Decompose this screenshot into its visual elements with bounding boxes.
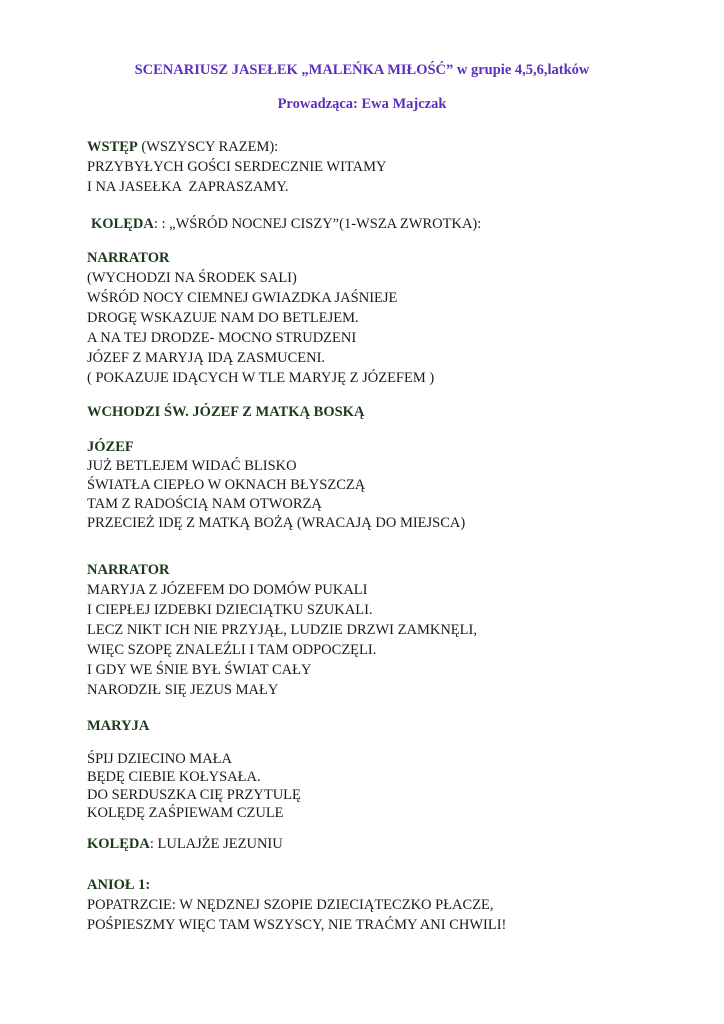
narrator-2-line: MARYJA Z JÓZEFEM DO DOMÓW PUKALI [87,582,368,598]
carol-2-line [87,834,687,854]
maryja-line: KOLĘDĘ ZAŚPIEWAM CZULE [87,805,284,821]
jozef-line: JUŻ BETLEJEM WIDAĆ BLISKO [87,458,297,474]
narrator-1-line: A NA TEJ DRODZE- MOCNO STRUDZENI [87,330,357,346]
maryja-section [87,716,687,736]
narrator-2-label: NARRATOR [87,562,170,578]
intro-line: PRZYBYŁYCH GOŚCI SERDECZNIE WITAMY [87,159,387,175]
narrator-2-line: I CIEPŁEJ IZDEBKI DZIECIĄTKU SZUKALI. [87,602,373,618]
maryja-line: BĘDĘ CIEBIE KOŁYSAŁA. [87,769,261,785]
maryja-lines [87,750,687,822]
narrator-1-line: JÓZEF Z MARYJĄ IDĄ ZASMUCENI. [87,350,326,366]
aniol-1-line: POŚPIESZMY WIĘC TAM WSZYSCY, NIE TRAĆMY ANI CHWILI! [87,917,507,933]
aniol-1-label: ANIOŁ 1: [87,877,151,893]
maryja-line: DO SERDUSZKA CIĘ PRZYTULĘ [87,787,301,803]
jozef-line: ŚWIATŁA CIEPŁO W OKNACH BŁYSZCZĄ [87,477,366,493]
carol-2-label: KOLĘDA [87,836,150,852]
narrator-1-line: DROGĘ WSKAZUJE NAM DO BETLEJEM. [87,310,359,326]
intro-heading-line [87,137,687,157]
narrator-1-section [87,248,687,388]
carol-2-section [87,834,687,854]
narrator-2-line: WIĘC SZOPĘ ZNALEŹLI I TAM ODPOCZĘLI. [87,642,377,658]
document-subtitle: Prowadząca: Ewa Majczak [277,96,447,112]
intro-line: I NA JASEŁKA ZAPRASZAMY. [87,179,289,195]
maryja-line: ŚPIJ DZIECINO MAŁA [87,751,232,767]
narrator-1-line: ( POKAZUJE IDĄCYCH W TLE MARYJĘ Z JÓZEFEM ) [87,370,435,386]
intro-label: WSTĘP [87,139,138,155]
narrator-2-line: LECZ NIKT ICH NIE PRZYJĄŁ, LUDZIE DRZWI ZAMKNĘLI, [87,622,477,638]
carol-1-text: : : „WŚRÓD NOCNEJ CISZY”(1-WSZA ZWROTKA): [153,216,482,232]
carol-1-label: KOLĘDA [91,216,154,232]
carol-1-section [91,214,691,234]
maryja-label: MARYJA [87,718,150,734]
intro-section [87,137,687,197]
jozef-line: PRZECIEŻ IDĘ Z MATKĄ BOŻĄ (WRACAJĄ DO MIEJSCA) [87,515,466,531]
entrance-section [87,402,687,422]
carol-2-text: : LULAJŻE JEZUNIU [149,836,283,852]
intro-label-rest: (WSZYSCY RAZEM): [137,139,279,155]
carol-1-line [91,214,691,234]
aniol-1-line: POPATRZCIE: W NĘDZNEJ SZOPIE DZIECIĄTECZKO PŁACZE, [87,897,494,913]
aniol-1-section [87,875,687,935]
narrator-1-line: (WYCHODZI NA ŚRODEK SALI) [87,270,297,286]
document-title: SCENARIUSZ JASEŁEK „MALEŃKA MIŁOŚĆ” w grupie 4,5,6,latków [134,62,590,78]
jozef-label: JÓZEF [87,439,134,455]
narrator-1-label: NARRATOR [87,250,170,266]
jozef-section [87,437,687,533]
narrator-2-section [87,560,687,700]
narrator-1-line: WŚRÓD NOCY CIEMNEJ GWIAZDKA JAŚNIEJE [87,290,398,306]
narrator-2-line: NARODZIŁ SIĘ JEZUS MAŁY [87,682,279,698]
jozef-line: TAM Z RADOŚCIĄ NAM OTWORZĄ [87,496,322,512]
narrator-2-line: I GDY WE ŚNIE BYŁ ŚWIAT CAŁY [87,662,312,678]
entrance-label: WCHODZI ŚW. JÓZEF Z MATKĄ BOSKĄ [87,404,365,420]
